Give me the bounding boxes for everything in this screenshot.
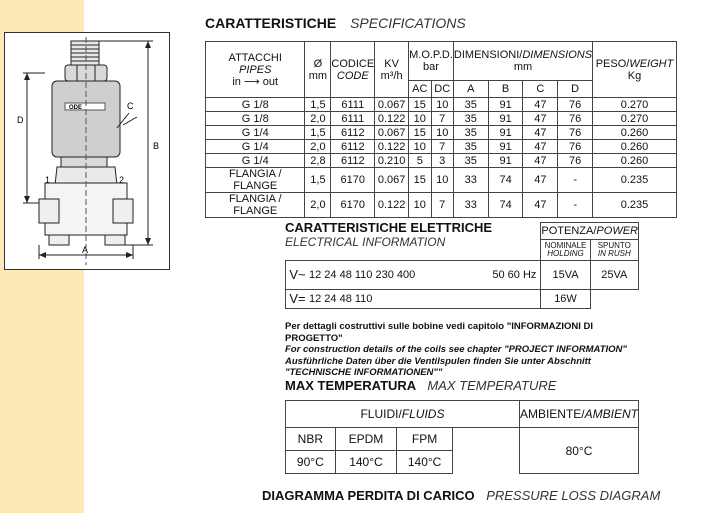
cell-c: 47 — [523, 140, 558, 154]
table-row — [206, 140, 677, 154]
ac-inrush: 25VA — [590, 260, 638, 289]
valve-drawing — [5, 33, 171, 271]
cell-code: 6112 — [331, 140, 375, 154]
elec-title: CARATTERISTICHE ELETTRICHE ELECTRICAL INFORMATION — [285, 220, 493, 249]
ac-freq: 50 60 Hz — [459, 260, 540, 289]
cell-kv: 0.067 — [375, 126, 409, 140]
cell-w: 0.260 — [593, 154, 677, 168]
note-en: For construction details of the coils see chapter "PROJECT INFORMATION" — [285, 344, 627, 355]
cell-d: 2,0 — [305, 193, 331, 218]
cell-pipe: G 1/4 — [206, 126, 305, 140]
table-row — [206, 193, 677, 218]
cell-c: 47 — [523, 126, 558, 140]
cell-w: 0.270 — [593, 112, 677, 126]
cell-dd: 76 — [558, 154, 593, 168]
cell-ac: 5 — [409, 154, 431, 168]
cell-w: 0.235 — [593, 168, 677, 193]
cell-pipe: G 1/4 — [206, 140, 305, 154]
cell-w: 0.260 — [593, 126, 677, 140]
ac-holding: 15VA — [541, 260, 590, 289]
cell-kv: 0.122 — [375, 140, 409, 154]
cell-pipe: FLANGIA / FLANGE — [206, 168, 305, 193]
dc-voltages: 12 24 48 110 — [309, 289, 459, 308]
cell-a: 35 — [453, 112, 488, 126]
cell-pipe: FLANGIA / FLANGE — [206, 193, 305, 218]
cell-kv: 0.210 — [375, 154, 409, 168]
cell-code: 6112 — [331, 126, 375, 140]
cell-dd: 76 — [558, 98, 593, 112]
coil-notes — [285, 321, 645, 379]
cell-d: 1,5 — [305, 98, 331, 112]
cell-kv: 0.067 — [375, 98, 409, 112]
cell-w: 0.260 — [593, 140, 677, 154]
cell-dc: 7 — [431, 193, 453, 218]
cell-code: 6111 — [331, 98, 375, 112]
cell-ac: 10 — [409, 193, 431, 218]
cell-dc: 7 — [431, 140, 453, 154]
cell-kv: 0.122 — [375, 193, 409, 218]
cell-ac: 10 — [409, 140, 431, 154]
elec-table: POTENZA/POWER NOMINALE HOLDING SPUNTO IN RUSH V~ 12 24 48 110 230 400 50 60 Hz 15VA 25VA V= 12 24 48 110 16W — [285, 222, 639, 309]
cell-d: 1,5 — [305, 168, 331, 193]
cell-d: 2,0 — [305, 112, 331, 126]
note-de: Ausführliche Daten über die Ventilspulen finden Sie unter Abschnitt "TECHNISCHE INFORMATIONEN"" — [285, 355, 591, 378]
cell-kv: 0.122 — [375, 112, 409, 126]
label-b: B — [153, 141, 160, 151]
cell-a: 33 — [453, 193, 488, 218]
cell-a: 35 — [453, 126, 488, 140]
cell-pipe: G 1/4 — [206, 154, 305, 168]
cell-c: 47 — [523, 168, 558, 193]
label-c: C — [127, 101, 134, 111]
spec-title: CARATTERISTICHE SPECIFICATIONS — [205, 15, 466, 31]
cell-dd: 76 — [558, 140, 593, 154]
cell-ac: 15 — [409, 98, 431, 112]
cell-dc: 10 — [431, 98, 453, 112]
cell-pipe: G 1/8 — [206, 98, 305, 112]
cell-c: 47 — [523, 98, 558, 112]
cell-b: 74 — [488, 193, 523, 218]
cell-d: 1,5 — [305, 126, 331, 140]
table-row — [206, 168, 677, 193]
cell-b: 91 — [488, 126, 523, 140]
cell-d: 2,8 — [305, 154, 331, 168]
cell-code: 6111 — [331, 112, 375, 126]
cell-c: 47 — [523, 193, 558, 218]
cell-dd: 76 — [558, 112, 593, 126]
cell-a: 35 — [453, 98, 488, 112]
note-it: Per dettagli costruttivi sulle bobine vedi capitolo "INFORMAZIONI DI PROGETTO" — [285, 321, 594, 344]
cell-code: 6170 — [331, 168, 375, 193]
table-row — [206, 126, 677, 140]
label-d: D — [17, 115, 24, 125]
cell-pipe: G 1/8 — [206, 112, 305, 126]
diagram-title: DIAGRAMMA PERDITA DI CARICO PRESSURE LOSS DIAGRAM — [262, 488, 661, 503]
ac-voltages: 12 24 48 110 230 400 — [309, 260, 459, 289]
valve-drawing-frame — [4, 32, 170, 270]
cell-b: 91 — [488, 154, 523, 168]
label-a: A — [82, 245, 89, 255]
dc-symbol: V= — [286, 289, 310, 308]
cell-dc: 10 — [431, 126, 453, 140]
cell-dd: - — [558, 193, 593, 218]
temp-title: MAX TEMPERATURA MAX TEMPERATURE — [285, 378, 557, 393]
cell-w: 0.235 — [593, 193, 677, 218]
cell-kv: 0.067 — [375, 168, 409, 193]
cell-ac: 10 — [409, 112, 431, 126]
cell-c: 47 — [523, 112, 558, 126]
table-row — [206, 112, 677, 126]
cell-c: 47 — [523, 154, 558, 168]
label-port1: 1 — [45, 175, 51, 185]
cell-a: 35 — [453, 154, 488, 168]
table-row — [206, 98, 677, 112]
cell-dc: 7 — [431, 112, 453, 126]
dc-holding: 16W — [541, 289, 590, 308]
cell-code: 6112 — [331, 154, 375, 168]
cell-code: 6170 — [331, 193, 375, 218]
cell-b: 91 — [488, 140, 523, 154]
table-row — [206, 154, 677, 168]
cell-b: 74 — [488, 168, 523, 193]
temp-table: FLUIDI/FLUIDS AMBIENTE/AMBIENT NBR EPDM FPM 80°C 90°C 140°C 140°C — [285, 400, 639, 474]
cell-a: 33 — [453, 168, 488, 193]
cell-b: 91 — [488, 112, 523, 126]
spec-table: ATTACCHI PIPES in ⟶ out Ø mm CODICE CODE KV m³/h M.O.P.D. bar DIMENSIONI/DIMENSIONS mm PESO/WEIGHT Kg AC DC A B C D G 1/8 1,5 6111 0.067 15 10 35 91 47 76 0.270 G 1/8 2,0 6111 0.122 10 7 35 91 47 76 0.270 G 1/4 1,5 6112 0.067 15 10 35 91 47 76 0.260 G 1/4 2,0 6112 0.122 10 7 35 91 47 76 0.260 G 1/4 2,8 6112 0.210 5 3 35 91 47 76 0.260 FLANGIA / FLANGE 1,5 6170 0.067 15 10 33 74 47 - 0.235 FLANGIA / FLANGE 2,0 6170 0.122 10 7 33 74 47 - 0.235 — [205, 41, 677, 218]
ac-symbol: V~ — [286, 260, 310, 289]
cell-w: 0.270 — [593, 98, 677, 112]
cell-dc: 3 — [431, 154, 453, 168]
cell-b: 91 — [488, 98, 523, 112]
brand-logo: ODE — [69, 105, 83, 111]
cell-ac: 15 — [409, 126, 431, 140]
cell-a: 35 — [453, 140, 488, 154]
cell-dd: 76 — [558, 126, 593, 140]
cell-ac: 15 — [409, 168, 431, 193]
cell-dc: 10 — [431, 168, 453, 193]
label-port2: 2 — [119, 175, 125, 185]
cell-dd: - — [558, 168, 593, 193]
ambient-temp: 80°C — [519, 428, 638, 474]
cell-d: 2,0 — [305, 140, 331, 154]
